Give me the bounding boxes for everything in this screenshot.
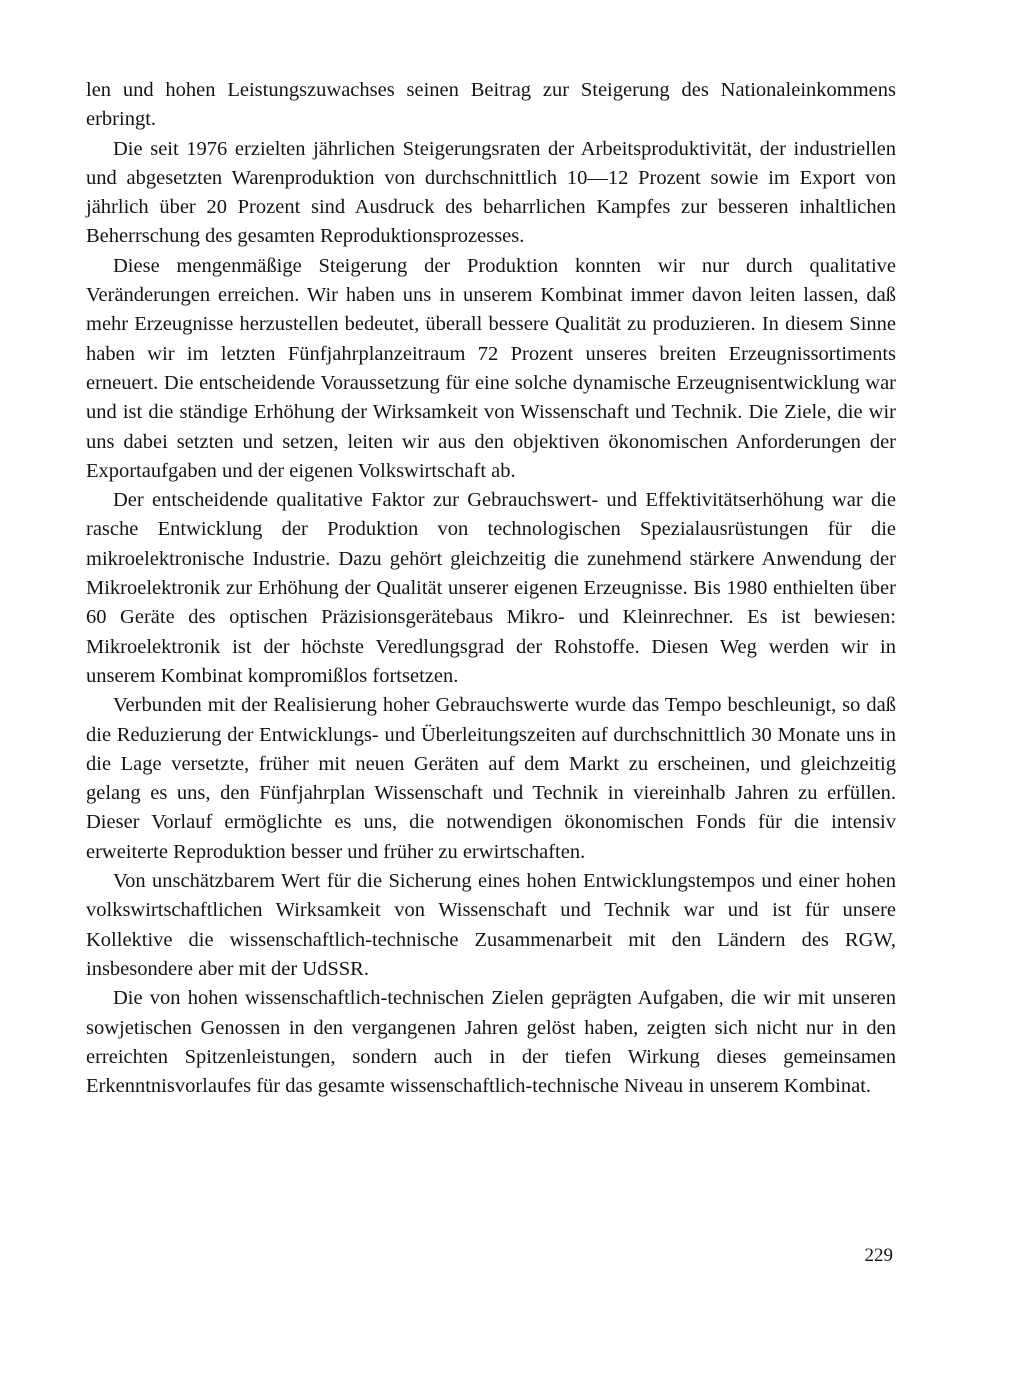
- paragraph-3: Diese mengenmäßige Steigerung der Produktion konnten wir nur durch qualitative Veränderungen erreichen. Wir haben uns in unserem Kombinat immer davon leiten lassen, daß mehr Erzeugnisse herzustellen bedeutet, überall bessere Qualität zu produzieren. In diesem Sinne haben wir im letzten Fünfjahrplanzeitraum 72 Prozent unseres breiten Erzeugnissortiments erneuert. Die entscheidende Voraussetzung für eine solche dynamische Erzeugnisentwicklung war und ist die ständige Erhöhung der Wirksamkeit von Wissenschaft und Technik. Die Ziele, die wir uns dabei setzten und setzen, leiten wir aus den objektiven ökonomischen Anforderungen der Exportaufgaben und der eigenen Volkswirtschaft ab.: [86, 254, 896, 482]
- paragraph-1: len und hohen Leistungszuwachses seinen Beitrag zur Steigerung des Nationaleinkommens erbringt.: [86, 79, 896, 131]
- paragraph-5: Verbunden mit der Realisierung hoher Gebrauchswerte wurde das Tempo beschleunigt, so daß die Reduzierung der Entwicklungs- und Überleitungszeiten auf durchschnittlich 30 Monate uns in die Lage versetzte, früher mit neuen Geräten auf dem Markt zu erscheinen, und gleichzeitig gelang es uns, den Fünfjahrplan Wissenschaft und Technik in viereinhalb Jahren zu erfüllen. Dieser Vorlauf ermöglichte es uns, die notwendigen ökonomischen Fonds für die intensiv erweiterte Reproduktion besser und früher zu erwirtschaften.: [86, 694, 896, 863]
- paragraph-6: Von unschätzbarem Wert für die Sicherung eines hohen Entwicklungstempos und einer hohen volkswirtschaftlichen Wirksamkeit von Wissenschaft und Technik war und ist für unsere Kollektive die wissenschaftlich-technische Zusammenarbeit mit den Ländern des RGW, insbesondere aber mit der UdSSR.: [86, 870, 896, 980]
- page-number: 229: [864, 1245, 893, 1266]
- paragraph-4: Der entscheidende qualitative Faktor zur Gebrauchswert- und Effektivitätserhöhung war die rasche Entwicklung der Produktion von technologischen Spezialausrüstungen für die mikroelektronische Industrie. Dazu gehört gleichzeitig die zunehmend stärkere Anwendung der Mikroelektronik zur Erhöhung der Qualität unserer eigenen Erzeugnisse. Bis 1980 enthielten über 60 Geräte des optischen Präzisionsgerätebaus Mikro- und Kleinrechner. Es ist bewiesen: Mikroelektronik ist der höchste Veredlungsgrad der Rohstoffe. Diesen Weg werden wir in unserem Kombinat kompromißlos fortsetzen.: [86, 489, 896, 687]
- body-text: [86, 76, 896, 1101]
- paragraph-2: Die seit 1976 erzielten jährlichen Steigerungsraten der Arbeitsproduktivität, der industriellen und abgesetzten Warenproduktion von durchschnittlich 10—12 Prozent sowie im Export von jährlich über 20 Prozent sind Ausdruck des beharrlichen Kampfes zur besseren inhaltlichen Beherrschung des gesamten Reproduktionsprozesses.: [86, 137, 896, 248]
- paragraph-7: Die von hohen wissenschaftlich-technischen Zielen geprägten Aufgaben, die wir mit unseren sowjetischen Genossen in den vergangenen Jahren gelöst haben, zeigten sich nicht nur in den erreichten Spitzenleistungen, sondern auch in der tiefen Wirkung dieses gemeinsamen Erkenntnisvorlaufes für das gesamte wissenschaftlich-technische Niveau in unserem Kombinat.: [86, 987, 896, 1098]
